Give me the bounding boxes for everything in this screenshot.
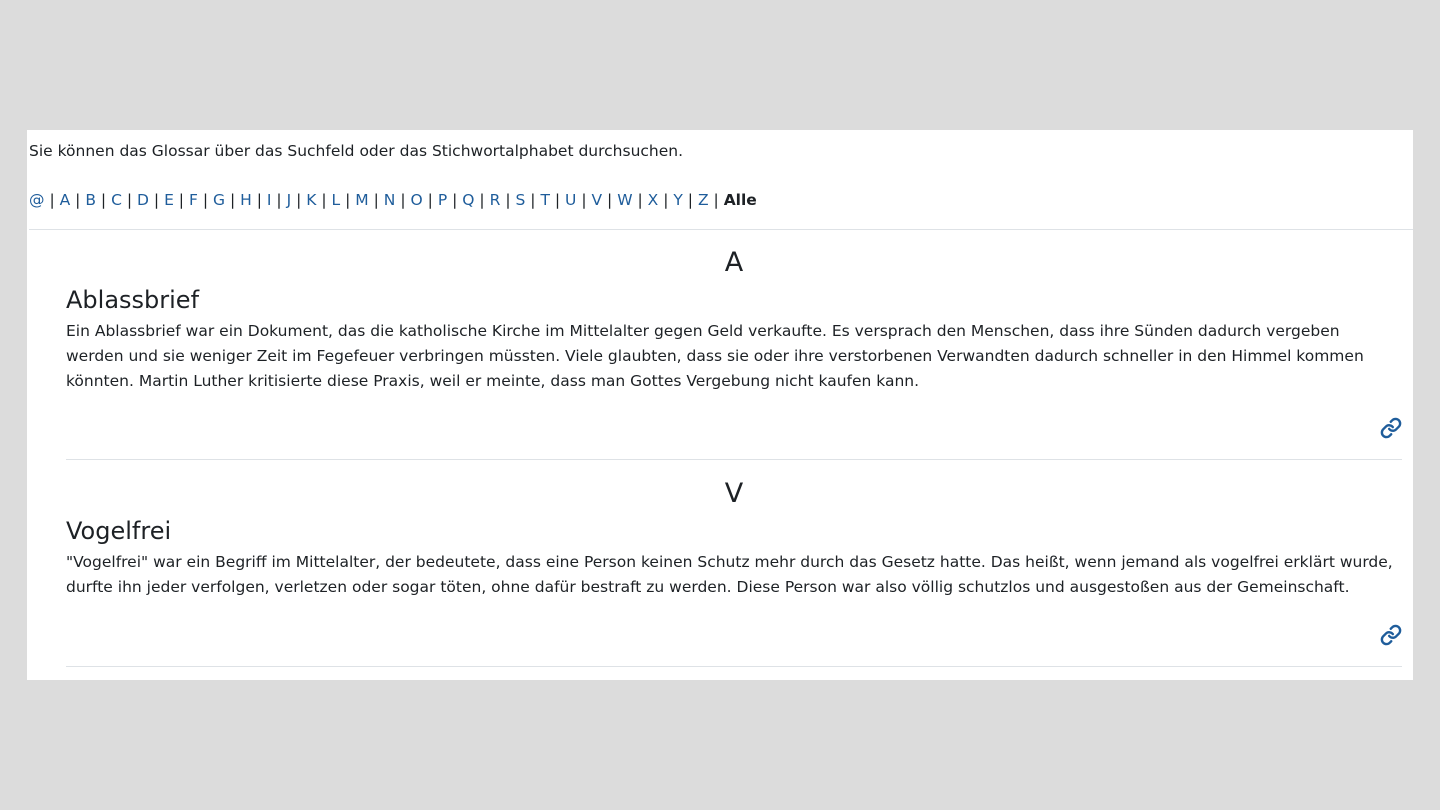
alphabet-letter-f[interactable]: F xyxy=(188,191,198,209)
alphabet-separator: | xyxy=(687,191,694,209)
alphabet-divider xyxy=(29,229,1413,230)
alphabet-separator: | xyxy=(530,191,536,209)
alphabet-separator: | xyxy=(505,191,511,209)
alphabet-letter-d[interactable]: D xyxy=(137,191,149,209)
alphabet-separator: | xyxy=(427,191,433,209)
alphabet-separator: | xyxy=(581,191,587,209)
alphabet-separator: | xyxy=(126,191,133,209)
alphabet-letter-c[interactable]: C xyxy=(111,191,122,209)
alphabet-letter-t[interactable]: T xyxy=(540,191,550,209)
alphabet-separator: | xyxy=(153,191,160,209)
entry-title: Vogelfrei xyxy=(66,517,172,545)
alphabet-separator: | xyxy=(75,191,81,209)
alphabet-separator: | xyxy=(373,191,379,209)
entry-title: Ablassbrief xyxy=(66,286,200,314)
alphabet-letter-l[interactable]: L xyxy=(331,191,341,209)
alphabet-letter-r[interactable]: R xyxy=(489,191,501,209)
alphabet-separator: | xyxy=(452,191,458,209)
section-letter: V xyxy=(724,478,744,509)
alphabet-separator: | xyxy=(479,191,485,209)
alphabet-letter-w[interactable]: W xyxy=(617,191,633,209)
section-v xyxy=(66,478,1402,668)
alphabet-separator: | xyxy=(607,191,613,209)
alphabet-separator: | xyxy=(276,191,282,209)
alphabet-separator: | xyxy=(49,191,55,209)
section-a xyxy=(66,247,1402,461)
alphabet-letter-p[interactable]: P xyxy=(437,191,448,209)
alphabet-separator: | xyxy=(178,191,185,209)
alphabet-letter-z[interactable]: Z xyxy=(697,191,709,209)
alphabet-letter-v[interactable]: V xyxy=(591,191,603,209)
entry-definition: "Vogelfrei" war ein Begriff im Mittelalter, der bedeutete, dass eine Person keinen Schutz mehr durch das Gesetz hatte. Das heißt, wenn jemand als vogelfrei erklärt wurde, durfte ihn jeder verfolgen, verletzen oder sogar töten, ohne dafür bestraft zu werden. Diese Person war also völlig schutzlos und ausgestoßen aus der Gemeinschaft. xyxy=(66,553,1393,596)
alphabet-letter-x[interactable]: X xyxy=(647,191,659,209)
alphabet-separator: | xyxy=(321,191,327,209)
alphabet-letter-h[interactable]: H xyxy=(240,191,252,209)
alphabet-letter-m[interactable]: M xyxy=(355,191,369,209)
alphabet-separator: | xyxy=(202,191,209,209)
alphabet-separator: | xyxy=(256,191,262,209)
entry-divider xyxy=(66,666,1402,667)
alphabet-letter-u[interactable]: U xyxy=(565,191,577,209)
alphabet-letter-s[interactable]: S xyxy=(515,191,526,209)
alphabet-letter-j[interactable]: J xyxy=(286,191,292,209)
alphabet-letter-k[interactable]: K xyxy=(306,191,317,209)
entry-definition: Ein Ablassbrief war ein Dokument, das die katholische Kirche im Mittelalter gegen Geld verkaufte. Es versprach den Menschen, dass ihre Sünden dadurch vergeben werden und sie weniger Zeit im Fegefeuer verbringen müssten. Viele glaubten, dass sie oder ihre verstorbenen Verwandten dadurch schneller in den Himmel kommen könnten. Martin Luther kritisierte diese Praxis, weil er meinte, dass man Gottes Vergebung nicht kaufen kann. xyxy=(66,322,1364,390)
alphabet-letter-i[interactable]: I xyxy=(266,191,272,209)
alphabet-letter-q[interactable]: Q xyxy=(462,191,475,209)
alphabet-letter-g[interactable]: G xyxy=(213,191,226,209)
link-icon[interactable] xyxy=(1380,417,1402,439)
alphabet-separator: | xyxy=(713,191,719,209)
alphabet-separator: | xyxy=(637,191,643,209)
alphabet-separator: | xyxy=(554,191,561,209)
entry-divider xyxy=(66,459,1402,460)
alphabet-letter-y[interactable]: Y xyxy=(673,191,683,209)
alphabet-separator: | xyxy=(663,191,669,209)
section-letter: A xyxy=(724,247,744,278)
alphabet-separator: | xyxy=(100,191,107,209)
glossary-panel xyxy=(27,130,1413,680)
alphabet-letter-o[interactable]: O xyxy=(410,191,423,209)
alphabet-letter-at[interactable]: @ xyxy=(29,191,45,209)
alphabet-letter-e[interactable]: E xyxy=(164,191,174,209)
alphabet-separator: | xyxy=(400,191,406,209)
alphabet-separator: | xyxy=(229,191,236,209)
alphabet-separator: | xyxy=(345,191,351,209)
intro-text: Sie können das Glossar über das Suchfeld oder das Stichwortalphabet durchsuchen. xyxy=(29,142,684,160)
alphabet-letter-a[interactable]: A xyxy=(59,191,71,209)
alphabet-letter-b[interactable]: B xyxy=(85,191,96,209)
alphabet-letter-n[interactable]: N xyxy=(383,191,396,209)
keyword-alphabet xyxy=(29,190,757,210)
alphabet-separator: | xyxy=(296,191,302,209)
alphabet-all-current: Alle xyxy=(723,191,757,209)
link-icon[interactable] xyxy=(1380,624,1402,646)
